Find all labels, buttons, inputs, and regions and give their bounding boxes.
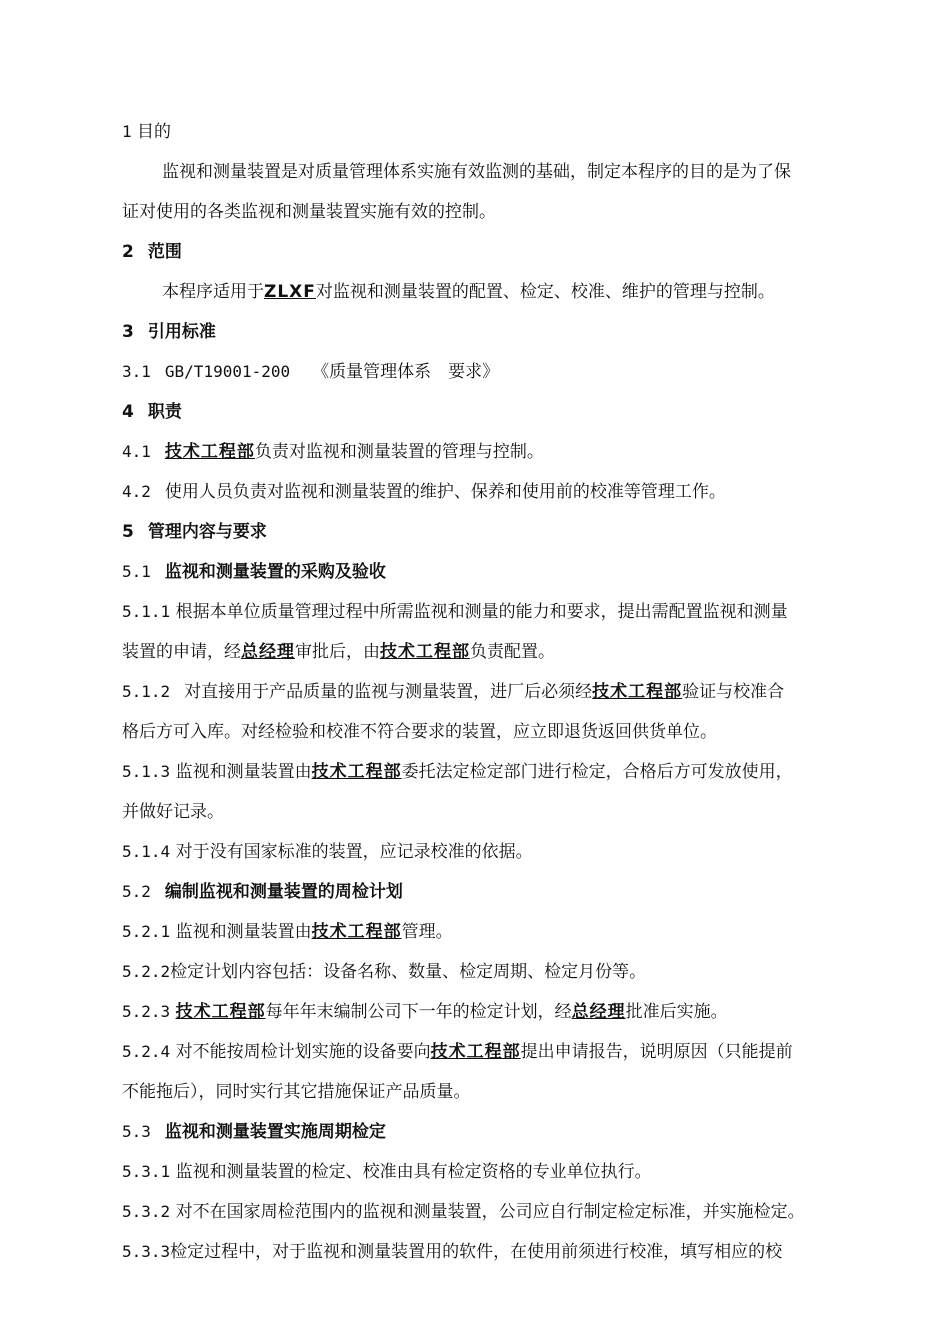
item-5-1-3-line2: 并做好记录。	[122, 802, 224, 822]
item-5-2-3: 5.2.3 技术工程部每年年末编制公司下一年的检定计划，经总经理批准后实施。	[122, 1002, 728, 1022]
item-5-3-2: 5.3.2 对不在国家周检范围内的监视和测量装置，公司应自行制定检定标准，并实施检定。	[122, 1202, 805, 1222]
item-3-1: 3.1 GB/T19001-200 《质量管理体系 要求》	[122, 362, 500, 382]
dept-name: 技术工程部	[380, 642, 470, 662]
item-5-1-2-line2: 格后方可入库。对经检验和校准不符合要求的装置，应立即退货返回供货单位。	[122, 722, 717, 742]
subsection-5-3-heading: 5.3 监视和测量装置实施周期检定	[122, 1122, 386, 1142]
dept-name: 技术工程部	[175, 1002, 266, 1022]
dept-name: 技术工程部	[164, 442, 255, 462]
section-1-para-line1: 监视和测量装置是对质量管理体系实施有效监测的基础，制定本程序的目的是为了保	[162, 162, 791, 182]
dept-name: 技术工程部	[311, 762, 402, 782]
item-5-2-4-line2: 不能拖后），同时实行其它措施保证产品质量。	[122, 1082, 471, 1102]
item-5-2-1: 5.2.1 监视和测量装置由技术工程部管理。	[122, 922, 453, 942]
gm-name: 总经理	[241, 642, 295, 662]
item-5-3-1: 5.3.1 监视和测量装置的检定、校准由具有检定资格的专业单位执行。	[122, 1162, 652, 1182]
section-2-heading: 2 范围	[122, 242, 182, 262]
section-5-heading: 5 管理内容与要求	[122, 522, 267, 542]
item-5-3-3: 5.3.3检定过程中，对于监视和测量装置用的软件，在使用前须进行校准，填写相应的校	[122, 1242, 783, 1262]
item-5-1-1-line2: 装置的申请，经总经理审批后，由技术工程部负责配置。	[122, 642, 555, 662]
section-4-heading: 4 职责	[122, 402, 182, 422]
section-1-para-line2: 证对使用的各类监视和测量装置实施有效的控制。	[122, 202, 496, 222]
dept-name: 技术工程部	[592, 682, 683, 702]
item-5-1-2-line1: 5.1.2 对直接用于产品质量的监视与测量装置，进厂后必须经技术工程部验证与校准合	[122, 682, 785, 702]
item-5-2-4-line1: 5.2.4 对不能按周检计划实施的设备要向技术工程部提出申请报告，说明原因（只能提前	[122, 1042, 793, 1062]
subsection-5-1-heading: 5.1 监视和测量装置的采购及验收	[122, 562, 386, 582]
item-5-1-1-line1: 5.1.1 根据本单位质量管理过程中所需监视和测量的能力和要求，提出需配置监视和测量	[122, 602, 788, 622]
item-5-1-3-line1: 5.1.3 监视和测量装置由技术工程部委托法定检定部门进行检定，合格后方可发放使用，	[122, 762, 793, 782]
gm-name: 总经理	[571, 1002, 626, 1022]
item-5-2-2: 5.2.2检定计划内容包括：设备名称、数量、检定周期、检定月份等。	[122, 962, 647, 982]
item-5-1-4: 5.1.4 对于没有国家标准的装置，应记录校准的依据。	[122, 842, 533, 862]
dept-name: 技术工程部	[430, 1042, 521, 1062]
item-4-1: 4.1 技术工程部负责对监视和测量装置的管理与控制。	[122, 442, 544, 462]
section-1-heading: 1 目的	[122, 122, 172, 142]
item-4-2: 4.2 使用人员负责对监视和测量装置的维护、保养和使用前的校准等管理工作。	[122, 482, 726, 502]
section-3-heading: 3 引用标准	[122, 322, 216, 342]
dept-name: 技术工程部	[311, 922, 402, 942]
org-name: ZLXF	[264, 282, 316, 302]
subsection-5-2-heading: 5.2 编制监视和测量装置的周检计划	[122, 882, 403, 902]
section-2-para: 本程序适用于ZLXF对监视和测量装置的配置、检定、校准、维护的管理与控制。	[162, 282, 775, 302]
